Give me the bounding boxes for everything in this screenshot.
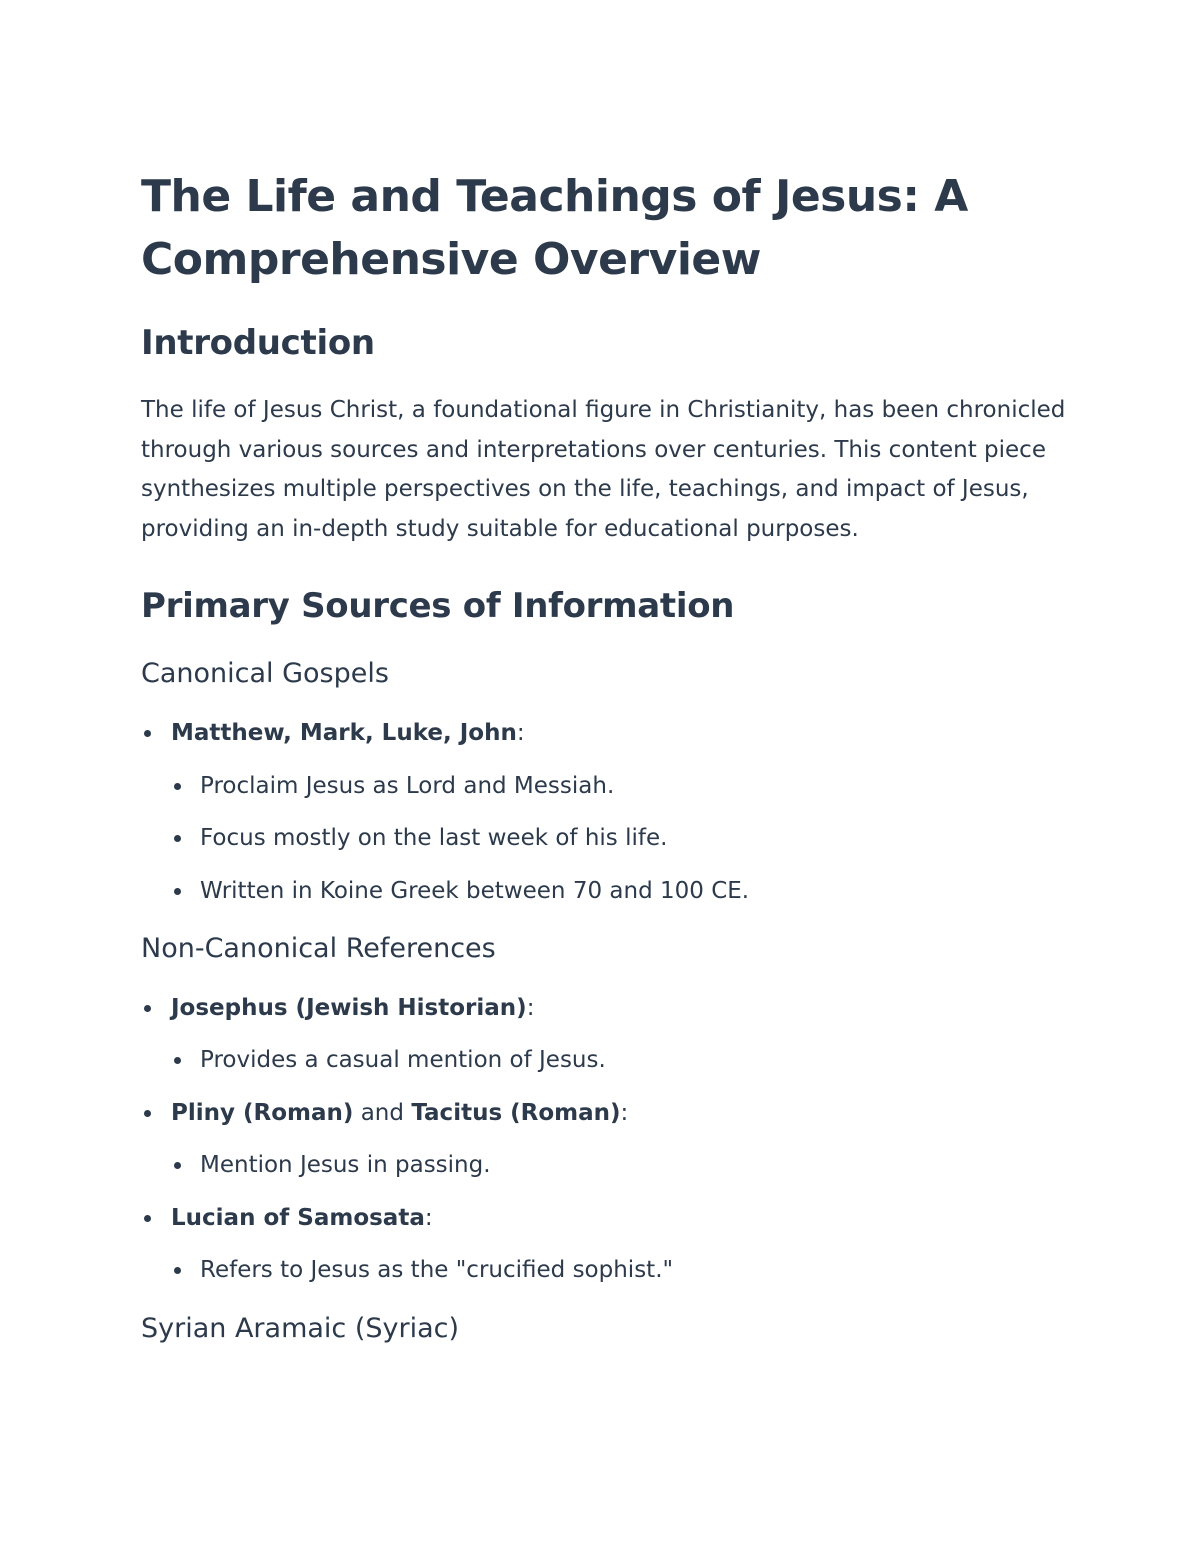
list-item (141, 1199, 1071, 1237)
sub-item-text: Refers to Jesus as the "crucified sophist." (200, 1257, 674, 1283)
gospels-names: Matthew, Mark, Luke, John (171, 720, 517, 746)
bullet-icon (174, 888, 181, 895)
bullet-icon (174, 1162, 181, 1169)
non-canonical-heading: Non-Canonical References (141, 932, 496, 964)
list-item (141, 714, 1071, 752)
list-item (141, 1094, 1071, 1132)
tacitus-title: Tacitus (Roman) (411, 1099, 621, 1126)
bullet-icon (174, 1267, 181, 1274)
item-suffix: : (526, 994, 535, 1021)
pliny-title: Pliny (Roman) (171, 1099, 354, 1126)
list-item (141, 872, 1071, 910)
syriac-heading: Syrian Aramaic (Syriac) (141, 1313, 460, 1344)
bullet-icon (174, 783, 181, 790)
document-title: The Life and Teachings of Jesus: A Comprehensive Overview (141, 171, 968, 285)
list-item (141, 819, 1071, 857)
introduction-heading: Introduction (141, 323, 375, 363)
lucian-title: Lucian of Samosata (171, 1204, 425, 1231)
bullet-icon (144, 1005, 151, 1012)
sub-item-text: Mention Jesus in passing. (200, 1152, 491, 1178)
non-canonical-list (141, 989, 1071, 1290)
canonical-gospels-heading: Canonical Gospels (141, 658, 389, 689)
josephus-title: Josephus (Jewish Historian) (171, 994, 527, 1021)
bullet-icon (144, 1110, 151, 1117)
list-item (141, 989, 1071, 1027)
bullet-icon (174, 835, 181, 842)
document-page (141, 165, 1071, 1348)
bullet-icon (144, 1215, 151, 1222)
bullet-icon (144, 730, 151, 737)
bullet-icon (174, 1057, 181, 1064)
joiner-text: and (353, 1099, 412, 1126)
introduction-paragraph: The life of Jesus Christ, a foundational figure in Christianity, has been chronicled through various sources and interpretations over centuries. This content piece synthesizes multiple perspectives on the life, teachings, and impact of Jesus, providing an in-depth study suitable for educational purposes. (141, 397, 1066, 542)
list-item (141, 1251, 1071, 1289)
primary-sources-heading: Primary Sources of Information (141, 586, 735, 626)
list-item (141, 1041, 1071, 1079)
sub-item-text: Proclaim Jesus as Lord and Messiah. (200, 772, 615, 799)
sub-item-text: Provides a casual mention of Jesus. (200, 1047, 606, 1073)
sub-item-text: Written in Koine Greek between 70 and 100 CE. (200, 877, 750, 904)
item-suffix: : (620, 1099, 629, 1126)
item-suffix: : (424, 1204, 433, 1231)
list-item (141, 1146, 1071, 1184)
item-suffix: : (516, 720, 525, 746)
list-item (141, 767, 1071, 805)
canonical-gospels-list (141, 714, 1071, 910)
sub-item-text: Focus mostly on the last week of his life. (200, 825, 668, 851)
